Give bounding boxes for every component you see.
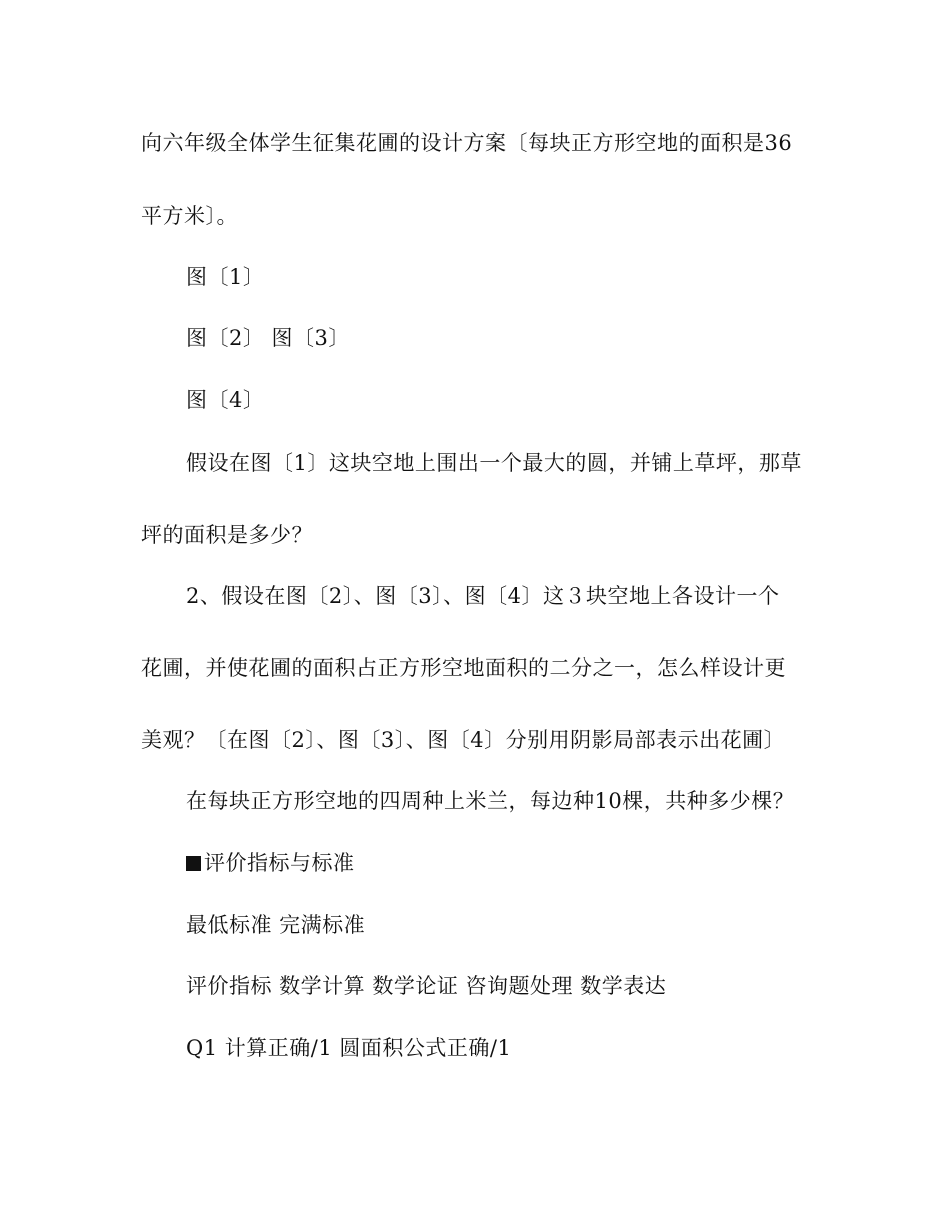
question-line: 美观？〔在图〔2〕、图〔3〕、图〔4〕分别用阴影局部表示出花圃〕 [141, 728, 786, 752]
section-heading-text: 评价指标与标准 [204, 851, 355, 875]
question-line: 坪的面积是多少？ [141, 523, 313, 547]
question-line: 2、假设在图〔2〕、图〔3〕、图〔4〕这３块空地上各设计一个 [186, 584, 780, 608]
paragraph-line: 平方米〕。 [141, 204, 238, 228]
question-line: 在每块正方形空地的四周种上米兰，每边种10棵，共种多少棵？ [186, 789, 795, 813]
question-line: 花圃，并使花圃的面积占正方形空地面积的二分之一，怎么样设计更 [141, 656, 786, 680]
question-line: 假设在图〔1〕这块空地上围出一个最大的圆，并铺上草坪，那草 [186, 451, 802, 475]
figure-label: 图〔2〕 图〔3〕 [186, 326, 350, 350]
section-heading [186, 849, 355, 877]
table-row: Q1 计算正确/1 圆面积公式正确/1 [186, 1036, 512, 1060]
figure-label: 图〔1〕 [186, 265, 265, 289]
table-header-row: 评价指标 数学计算 数学论证 咨询题处理 数学表达 [186, 974, 667, 998]
black-square-icon [186, 856, 201, 871]
paragraph-line: 向六年级全体学生征集花圃的设计方案〔每块正方形空地的面积是36 [141, 131, 793, 155]
figure-label: 图〔4〕 [186, 388, 265, 412]
table-header-row: 最低标准 完满标准 [186, 913, 366, 937]
